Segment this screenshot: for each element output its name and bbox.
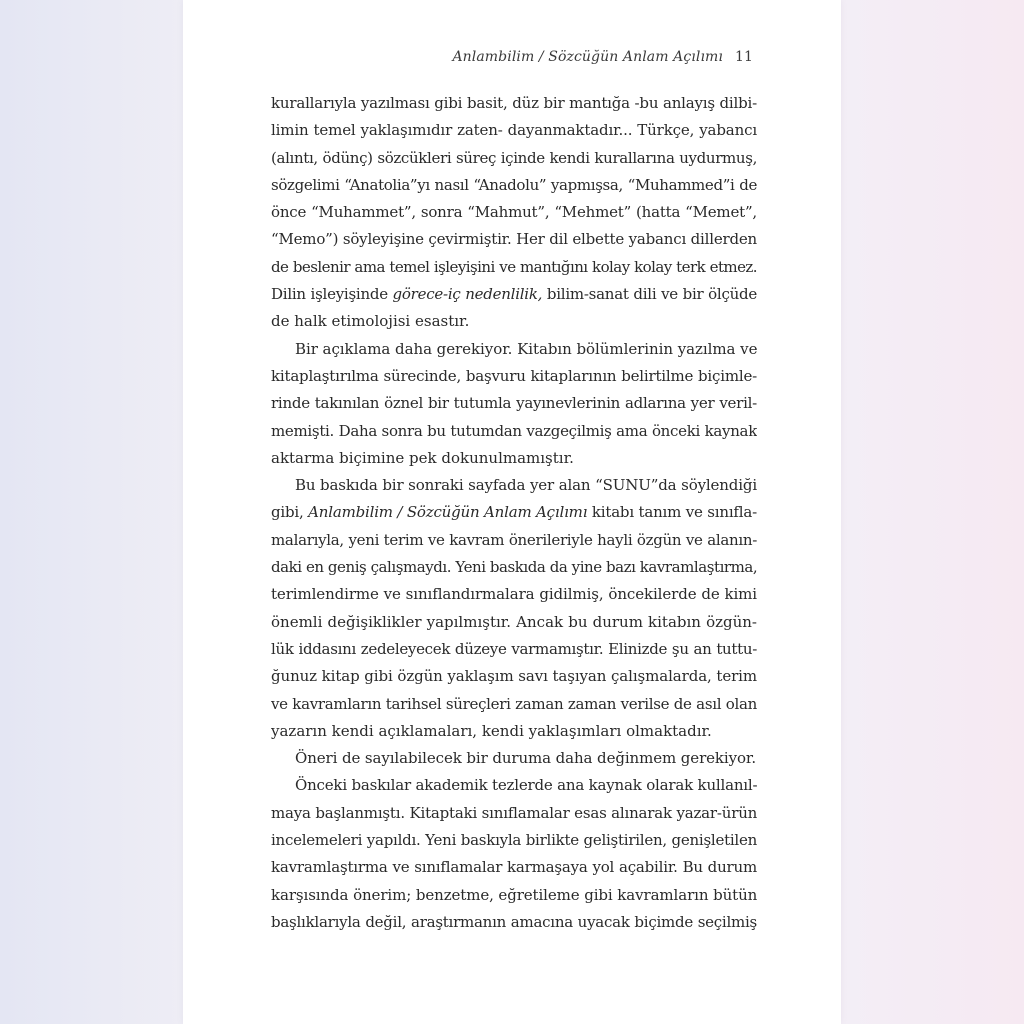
text-line: sözgelimi “Anatolia”yı nasıl “Anadolu” yapmışsa, “Muhammed”i de — [271, 175, 757, 194]
text-line: (alıntı, ödünç) sözcükleri süreç içinde kendi kurallarına uydurmuş, — [271, 148, 757, 167]
text-line: Önceki baskılar akademik tezlerde ana kaynak olarak kullanıl- — [295, 776, 757, 795]
text-line: ve kavramların tarihsel süreçleri zaman zaman verilse de asıl olan — [271, 694, 757, 713]
page-number: 11 — [734, 49, 753, 65]
running-head — [452, 49, 753, 65]
text-line: kavramlaştırma ve sınıflamalar karmaşaya yol açabilir. Bu durum — [271, 858, 757, 877]
text-line: malarıyla, yeni terim ve kavram önerileriyle hayli özgün ve alanın- — [271, 530, 757, 549]
italic-term: görece-iç nedenlilik, — [392, 285, 543, 304]
book-page — [183, 0, 841, 1024]
text-line: önce “Muhammet”, sonra “Mahmut”, “Mehmet” (hatta “Memet”, — [271, 203, 757, 222]
text-line: daki en geniş çalışmaydı. Yeni baskıda da yine bazı kavramlaştırma, — [271, 558, 757, 577]
text-line: Bir açıklama daha gerekiyor. Kitabın bölümlerinin yazılma ve — [295, 339, 757, 358]
italic-term: Anlambilim / Sözcüğün Anlam Açılımı — [308, 503, 588, 522]
running-title: Anlambilim / Sözcüğün Anlam Açılımı — [452, 49, 723, 65]
text-line: de beslenir ama temel işleyişini ve mantığını kolay kolay terk etmez. — [271, 257, 757, 276]
text-line: maya başlanmıştı. Kitaptaki sınıflamalar esas alınarak yazar-ürün — [271, 803, 757, 822]
text-run: gibi, — [271, 503, 309, 522]
text-run: kitabı tanım ve sınıfla- — [587, 503, 757, 522]
text-line — [271, 281, 757, 308]
text-line — [271, 499, 757, 526]
text-line: terimlendirme ve sınıflandırmalara gidilmiş, öncekilerde de kimi — [271, 585, 757, 604]
text-line: ğunuz kitap gibi özgün yaklaşım savı taşıyan çalışmalarda, terim — [271, 667, 757, 686]
text-run: Dilin işleyişinde — [271, 285, 393, 304]
text-line: önemli değişiklikler yapılmıştır. Ancak bu durum kitabın özgün- — [271, 612, 757, 631]
text-line: başlıklarıyla değil, araştırmanın amacına uyacak biçimde seçilmiş — [271, 912, 757, 931]
text-line: lük iddasını zedeleyecek düzeye varmamıştır. Elinizde şu an tuttu- — [271, 639, 757, 658]
text-line: Bu baskıda bir sonraki sayfada yer alan “SUNU”da söylendiği — [295, 476, 757, 495]
text-line: Öneri de sayılabilecek bir duruma daha değinmem gerekiyor. — [295, 749, 757, 768]
text-line: yazarın kendi açıklamaları, kendi yaklaşımları olmaktadır. — [271, 721, 712, 740]
text-line: kurallarıyla yazılması gibi basit, düz bir mantığa -bu anlayış dilbi- — [271, 94, 757, 112]
text-run: bilim-sanat dili ve bir ölçüde — [542, 285, 757, 304]
text-line: incelemeleri yapıldı. Yeni baskıyla birlikte geliştirilen, genişletilen — [271, 831, 757, 850]
text-line: aktarma biçimine pek dokunulmamıştır. — [271, 448, 574, 467]
text-line: limin temel yaklaşımıdır zaten- dayanmaktadır... Türkçe, yabancı — [271, 121, 757, 140]
text-line: de halk etimolojisi esastır. — [271, 312, 470, 331]
text-line: rinde takınılan öznel bir tutumla yayınevlerinin adlarına yer veril- — [271, 394, 757, 413]
text-line: kitaplaştırılma sürecinde, başvuru kitaplarının belirtilme biçimle- — [271, 366, 757, 385]
body-text — [271, 90, 757, 936]
text-line: “Memo”) söyleyişine çevirmiştir. Her dil elbette yabancı dillerden — [271, 230, 757, 249]
text-line: karşısında önerim; benzetme, eğretileme gibi kavramların bütün — [271, 885, 757, 904]
text-line: memişti. Daha sonra bu tutumdan vazgeçilmiş ama önceki kaynak — [271, 421, 757, 440]
